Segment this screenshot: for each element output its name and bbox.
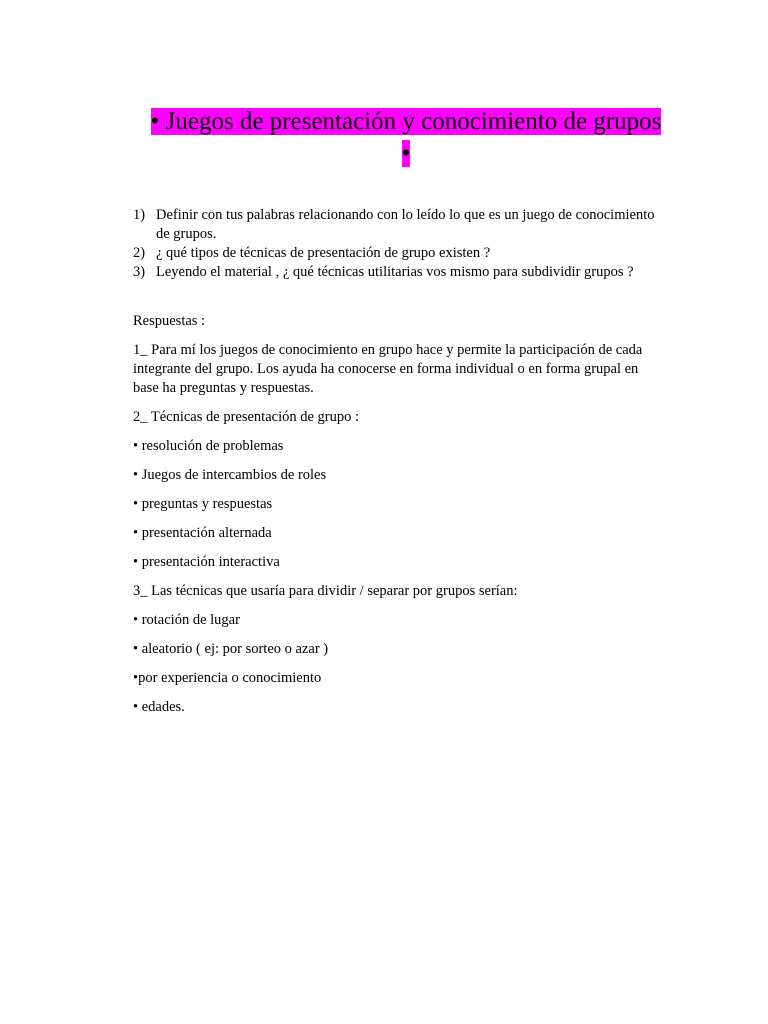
question-number: 1) <box>133 207 146 223</box>
answer-2-list-item: • resolución de problemas <box>133 438 284 454</box>
answer-2-list-item: • Juegos de intercambios de roles <box>133 467 327 483</box>
answers-label: Respuestas : <box>133 313 206 329</box>
document-title-text: • Juegos de presentación y conocimiento de grupos • <box>150 108 662 167</box>
answer-2-list-item: • preguntas y respuestas <box>133 496 273 512</box>
answer-2-list-item: • presentación alternada <box>133 525 272 541</box>
answer-3-list-item: • rotación de lugar <box>133 612 240 628</box>
question-item <box>133 244 663 263</box>
questions-list <box>133 206 663 282</box>
document-title <box>150 106 662 170</box>
answer-1-paragraph: 1_ Para mí los juegos de conocimiento en grupo hace y permite la participación de cada integrante del grupo. Los ayuda ha conocerse en forma individual o en forma grupal en base ha preguntas y respuestas. <box>133 342 643 396</box>
answer-3-heading: 3_ Las técnicas que usaría para dividir / separar por grupos serían: <box>133 583 518 599</box>
question-text: Definir con tus palabras relacionando con lo leído lo que es un juego de conocimiento de grupos. <box>156 207 655 242</box>
question-text: Leyendo el material , ¿ qué técnicas utilitarias vos mismo para subdividir grupos ? <box>156 264 634 280</box>
question-item <box>133 206 663 244</box>
answer-3-list-item: • edades. <box>133 699 185 715</box>
question-number: 3) <box>133 264 146 280</box>
question-text: ¿ qué tipos de técnicas de presentación de grupo existen ? <box>156 245 491 261</box>
answer-3-list-item: • aleatorio ( ej: por sorteo o azar ) <box>133 641 329 657</box>
answer-2-list-item: • presentación interactiva <box>133 554 280 570</box>
answer-3-list-item: •por experiencia o conocimiento <box>133 670 322 686</box>
answer-2-heading: 2_ Técnicas de presentación de grupo : <box>133 409 360 425</box>
question-item <box>133 263 663 282</box>
question-number: 2) <box>133 245 146 261</box>
